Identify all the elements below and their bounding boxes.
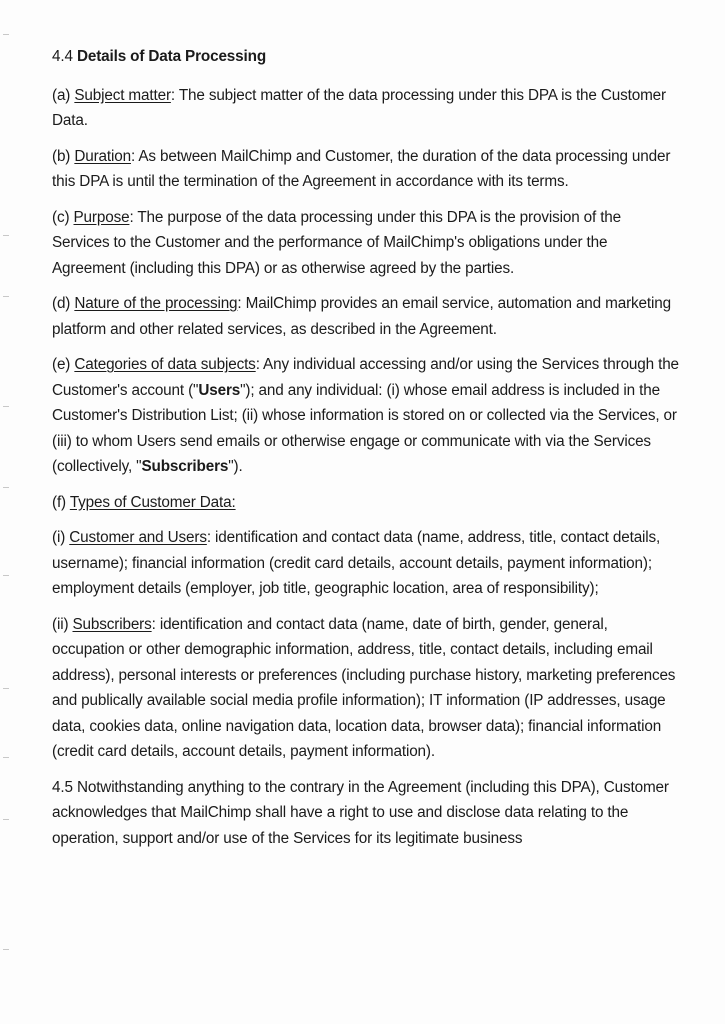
clause-text: : The subject matter of the data processing under this DPA is the Customer Data. [52,86,666,129]
scan-mark [3,949,9,950]
clause-text: : Any individual accessing and/or using the Services through the Customer's account (" [52,356,679,399]
scan-mark [3,757,9,758]
scan-mark [3,34,9,35]
clause-text: "); and any individual: (i) whose email address is included in the Customer's Distribution List; (ii) whose information is stored on or collected via the Services, or (iii) to whom Users send emails or otherwise engage or communicate with via the Services (collectively, " [52,381,677,475]
clause-a [52,83,682,134]
clause-text: : As between MailChimp and Customer, the duration of the data processing under this DPA is until the termination of the Agreement in accordance with its terms. [52,147,671,190]
scan-mark [3,296,9,297]
section-heading-4-4 [52,44,682,70]
subclause-text: : identification and contact data (name, address, title, contact details, username); financial information (credit card details, account details, payment information); employment details (employer, job title, geographic location, area of responsibility); [52,529,661,597]
clause-term: Duration [74,147,131,165]
subclause-label: (i) [52,529,66,546]
clause-term: Nature of the processing [74,295,238,312]
section-4-5 [52,775,682,852]
scan-mark [3,487,9,488]
subclause-f-i [52,525,682,602]
scan-mark [3,819,9,820]
clause-label: (a) [52,86,71,104]
defined-term-users: Users [198,381,241,399]
subclause-term: Subscribers [72,615,152,633]
subclause-f-ii [52,612,682,765]
clause-label: (e) [52,356,71,373]
section-text: Notwithstanding anything to the contrary in the Agreement (including this DPA), Customer acknowledges that MailChimp shall have a right to use and disclose data relating to the operation, support and/or use of the Services for its legitimate business [52,778,669,847]
scan-mark [3,235,9,236]
clause-term: Subject matter [74,86,171,104]
document-page [52,44,682,861]
clause-text: : MailChimp provides an email service, automation and marketing platform and other related services, as described in the Agreement. [52,295,671,338]
clause-label: (d) [52,295,71,312]
clause-b [52,144,682,195]
scan-mark [3,406,9,407]
section-number: 4.4 [52,48,73,65]
clause-e [52,352,682,480]
clause-d [52,291,682,342]
clause-term: Purpose [73,208,130,226]
subclause-text: : identification and contact data (name, date of birth, gender, general, occupation or other demographic information, address, title, contact details, including email address), personal interests or preferences (including purchase history, marketing preferences and publically available social media profile information); IT information (IP addresses, usage data, cookies data, online navigation data, location data, browser data); financial information (credit card details, account details, payment information). [52,615,676,760]
clause-text: "). [228,458,243,475]
clause-term: Categories of data subjects [74,356,256,373]
clause-label: (c) [52,208,70,226]
section-title: Details of Data Processing [76,48,267,65]
scan-mark [3,575,9,576]
section-number: 4.5 [52,778,73,796]
subclause-term: Customer and Users [69,529,207,546]
clause-c [52,205,682,282]
clause-label: (b) [52,147,71,165]
clause-text: : The purpose of the data processing under this DPA is the provision of the Services to the Customer and the performance of MailChimp's obligations under the Agreement (including this DPA) or as otherwise agreed by the parties. [52,208,622,277]
clause-f [52,490,682,516]
clause-term: Types of Customer Data: [69,493,236,511]
defined-term-subscribers: Subscribers [141,458,229,475]
subclause-label: (ii) [52,615,69,633]
scan-mark [3,688,9,689]
clause-label: (f) [52,493,66,511]
